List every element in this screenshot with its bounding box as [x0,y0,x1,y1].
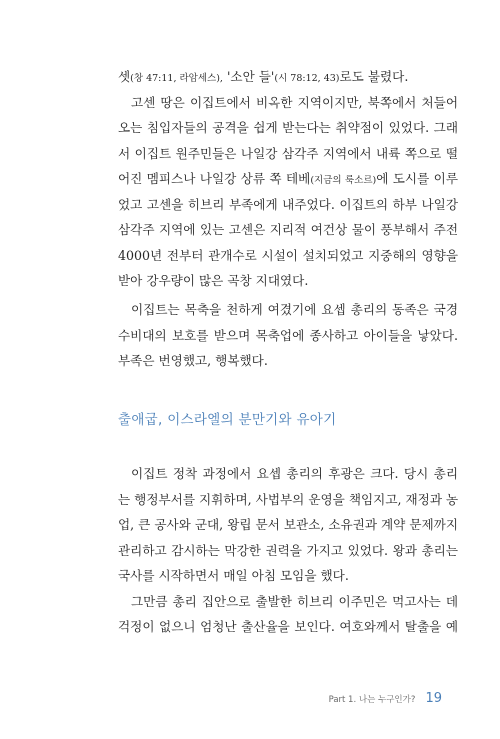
citation-note: (창 47:11, 라암세스), [130,73,223,84]
body-text-top [118,64,458,294]
text-line: 그만큼 총리 집안으로 출발한 히브리 이주민은 먹고사는 데 [131,593,458,609]
text-line: 4000년 전부터 관개수로 시설이 설치되었고 지중해의 영향을 [118,247,458,263]
body-text-middle [118,297,458,374]
body-text-bottom [118,461,458,640]
text-line: 국사를 시작하면서 매일 아침 모임을 했다. [118,568,349,583]
text-line [118,64,458,90]
text-line: 서 이집트 원주민들은 나일강 삼각주 지역에서 내륙 쪽으로 떨 [118,145,458,161]
text-fragment: '소안 들' [222,69,275,84]
text-fragment: 에 도시를 이루 [376,171,458,186]
text-line: 고센 땅은 이집트에서 비옥한 지역이지만, 북쪽에서 처들어 [131,94,458,110]
text-line: 이집트는 목축을 천하게 여겼기에 요셉 총리의 동족은 국경 [131,302,458,317]
text-line: 는 행정부서를 지휘하며, 사법부의 운영을 책임지고, 재정과 농 [118,491,458,507]
text-line: 받아 강우량이 많은 곡창 지대였다. [118,273,309,288]
page-number: 19 [425,691,442,706]
text-fragment: 로도 불렸다. [339,69,409,84]
text-fragment: 셋 [118,69,131,84]
text-line [118,166,458,192]
page-footer [329,687,442,706]
citation-note: (시 78:12, 43) [274,73,340,84]
citation-note: (지금의 룩소르) [310,175,377,186]
text-line: 관리하고 감시하는 막강한 권력을 가지고 있었다. 왕과 총리는 [118,542,458,558]
text-line: 이집트 정착 과정에서 요셉 총리의 후광은 크다. 당시 총리 [131,466,458,481]
text-fragment: 어진 멤피스나 나일강 상류 쪽 테베 [118,171,311,186]
text-line: 삼각주 지역에 있는 고센은 지리적 여건상 물이 풍부해서 주전 [118,222,458,237]
text-line: 업, 큰 공사와 군대, 왕립 문서 보관소, 소유권과 계약 문제까지 [118,517,458,532]
text-line: 걱정이 없으니 엄청난 출산율을 보인다. 여호와께서 탈출을 예 [118,619,458,634]
running-footer-label: Part 1. 나는 누구인가? [328,695,416,705]
section-heading: 출애굽, 이스라엘의 분만기와 유아기 [118,412,337,428]
text-line: 오는 침입자들의 공격을 쉽게 받는다는 취약점이 있었다. 그래 [118,120,458,135]
text-line: 었고 고센을 히브리 부족에게 내주었다. 이집트의 하부 나일강 [118,196,458,212]
text-line: 수비대의 보호를 받으며 목축업에 종사하고 아이들을 낳았다. [118,327,458,343]
text-line: 부족은 번영했고, 행복했다. [118,353,268,368]
